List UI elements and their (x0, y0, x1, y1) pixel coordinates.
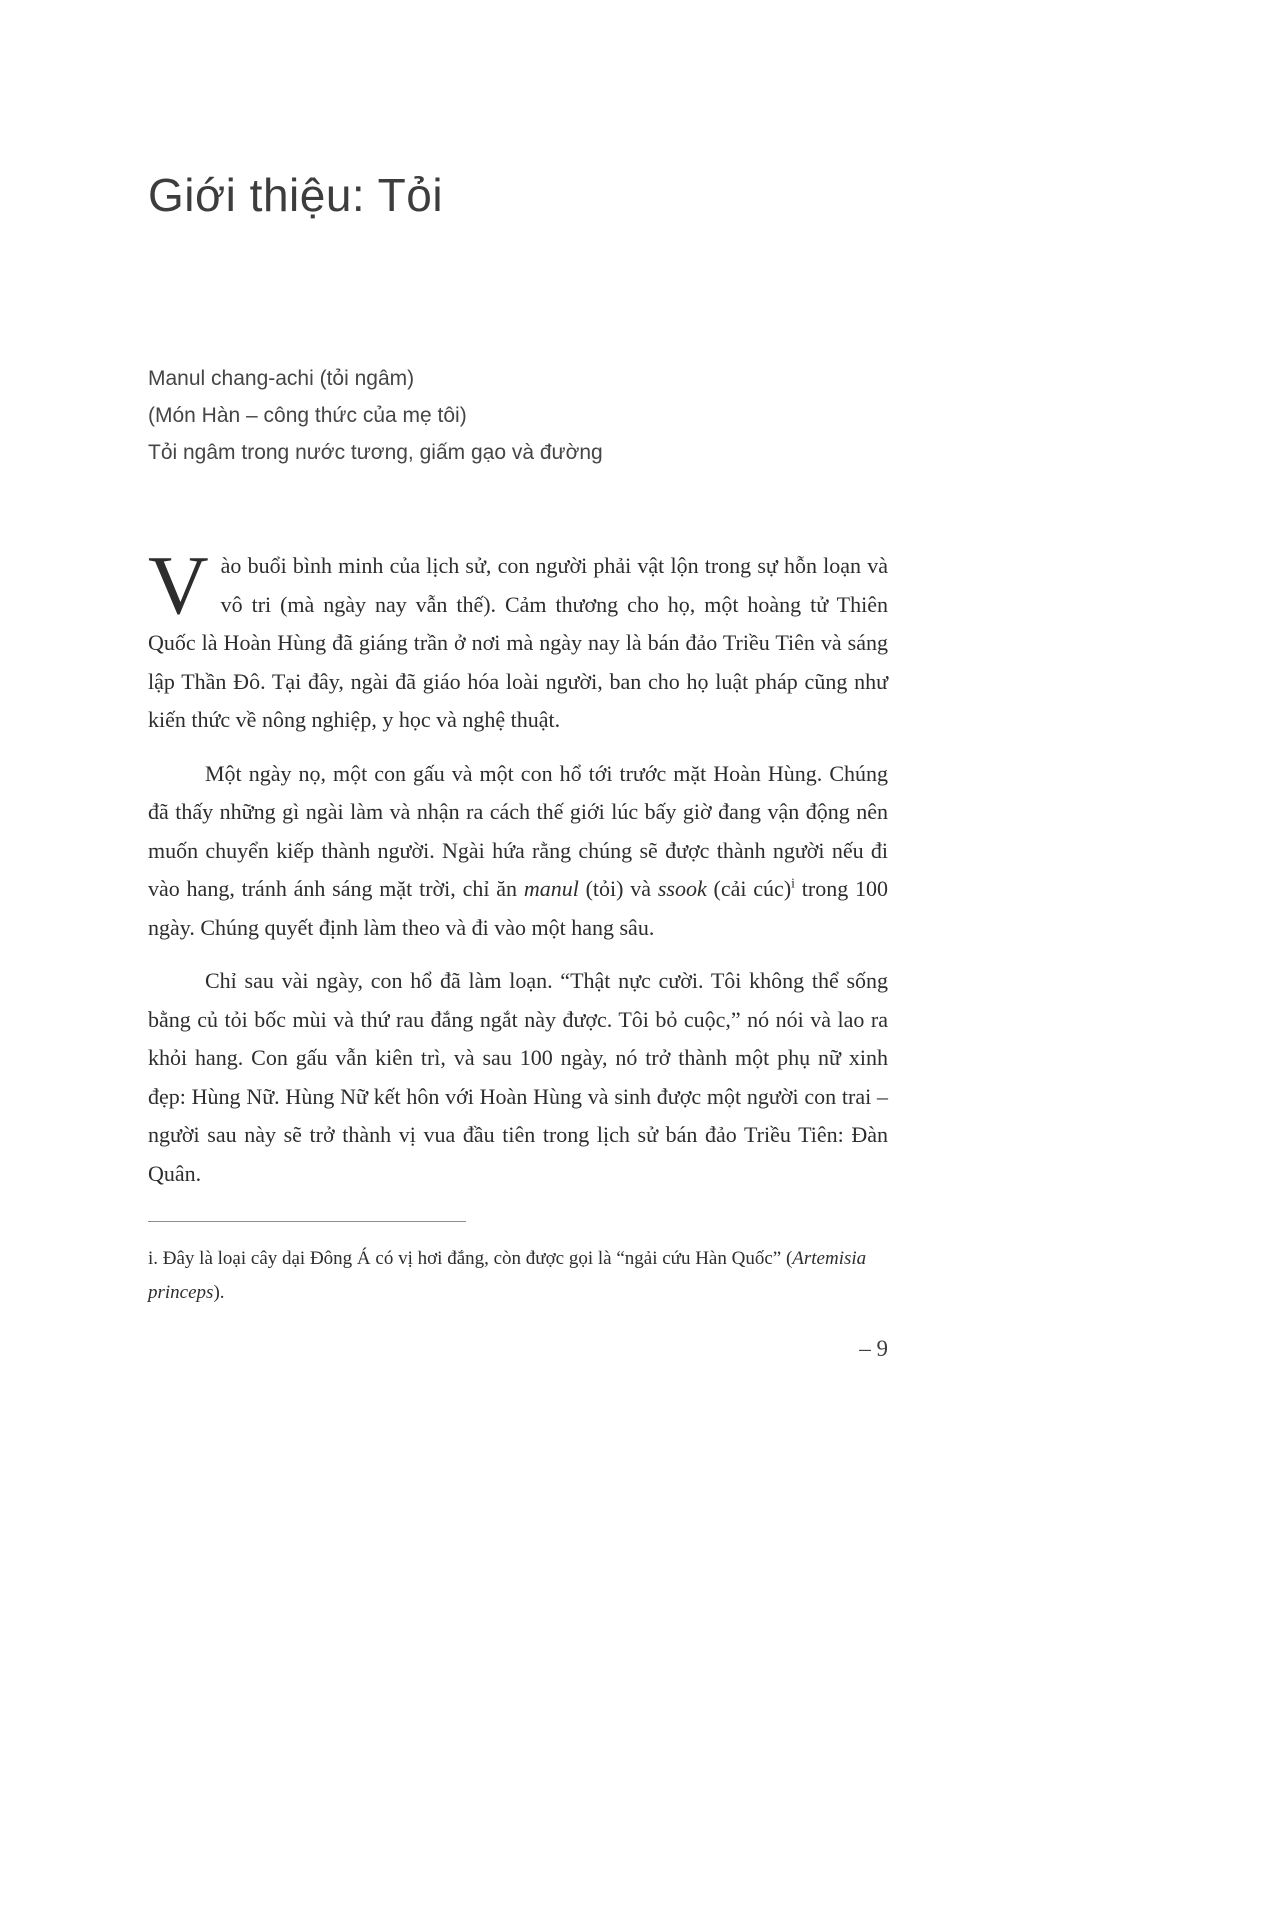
chapter-title: Giới thiệu: Tỏi (148, 169, 444, 221)
paragraph-3: Chỉ sau vài ngày, con hổ đã làm loạn. “Thật nực cười. Tôi không thể sống bằng củ tỏi bốc mùi và thứ rau đắng ngắt này được. Tôi bỏ cuộc,” nó nói và lao ra khỏi hang. Con gấu vẫn kiên trì, và sau 100 ngày, nó trở thành một phụ nữ xinh đẹp: Hùng Nữ. Hùng Nữ kết hôn với Hoàn Hùng và sinh được một người con trai – người sau này sẽ trở thành vị vua đầu tiên trong lịch sử bán đảo Triều Tiên: Đàn Quân. (148, 968, 888, 1186)
drop-cap: V (148, 539, 209, 632)
paragraph-2: Một ngày nọ, một con gấu và một con hổ tới trước mặt Hoàn Hùng. Chúng đã thấy những gì ngài làm và nhận ra cách thế giới lúc bấy giờ đang vận động nên muốn chuyển kiếp thành người. Ngài hứa rằng chúng sẽ được thành người nếu đi vào hang, tránh ánh sáng mặt trời, chỉ ăn manul (tỏi) và ssook (cải cúc)$^i$ trong 100 ngày. Chúng quyết định làm theo và đi vào một hang sâu. (148, 760, 888, 940)
recipe-epigraph (148, 360, 888, 471)
epigraph-line-1: Manul chang-achi (tỏi ngâm) (148, 367, 415, 390)
paragraph-1: Vào buổi bình minh của lịch sử, con người phải vật lộn trong sự hỗn loạn và vô tri (mà ngày nay vẫn thế). Cảm thương cho họ, một hoàng tử Thiên Quốc là Hoàn Hùng đã giáng trần ở nơi mà ngày nay là bán đảo Triều Tiên và sáng lập Thần Đô. Tại đây, ngài đã giáo hóa loài người, ban cho họ luật pháp cũng như kiến thức về nông nghiệp, y học và nghệ thuật. (148, 539, 888, 732)
body-text (148, 539, 888, 1193)
footnote (148, 1221, 888, 1310)
page-number: – 9 (859, 1336, 888, 1361)
epigraph-line-3: Tỏi ngâm trong nước tương, giấm gạo và đường (148, 441, 603, 464)
page-content (148, 0, 888, 1362)
footnote-text: i. Đây là loại cây dại Đông Á có vị hơi đắng, còn được gọi là “ngải cứu Hàn Quốc” (Artemisia princeps). (148, 1248, 867, 1303)
epigraph-line-2: (Món Hàn – công thức của mẹ tôi) (148, 404, 467, 427)
footnote-divider (148, 1221, 466, 1222)
